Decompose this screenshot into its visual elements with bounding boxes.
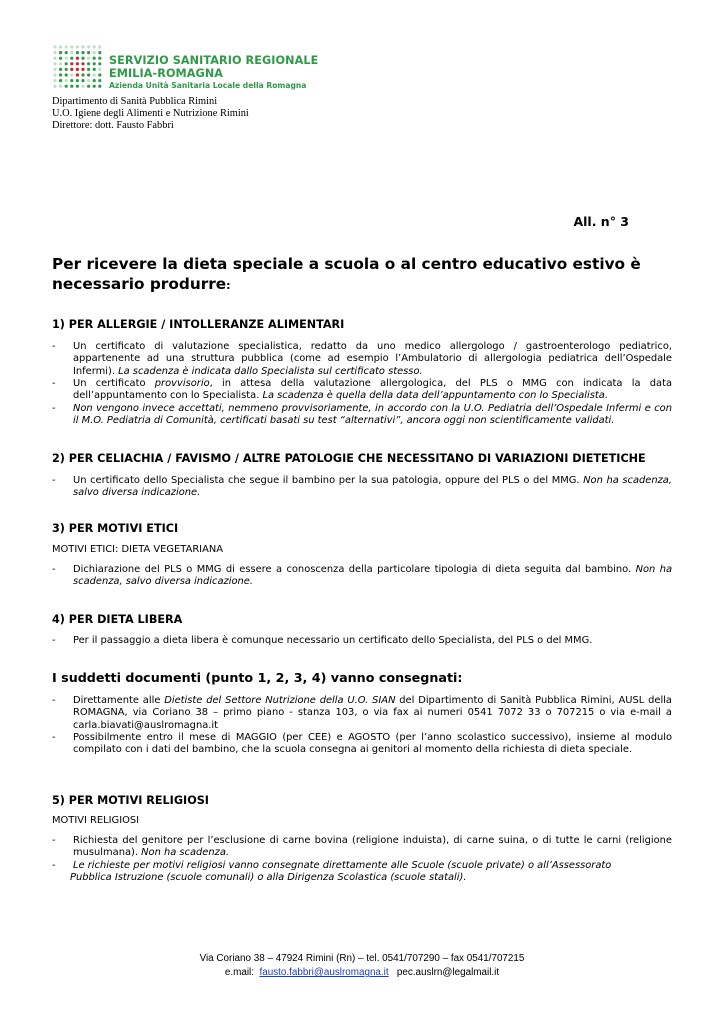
list-item (52, 732, 672, 757)
text-span: Un certificato (73, 378, 155, 389)
ausl-logo (52, 44, 319, 94)
list-item-text (73, 835, 672, 860)
list-item-text: Possibilmente entro il mese di MAGGIO (per CEE) e AGOSTO (per l’anno scolastico successivo), insieme al modulo compilato con i dati del bambino, che la scuola consegna ai genitori al momento della richiesta di dieta speciale. (73, 732, 672, 756)
footer-pec: pec.auslrn@legalmail.it (396, 967, 500, 978)
logo-line-2: EMILIA-ROMAGNA (109, 67, 224, 80)
logo-dot-grid-icon (52, 44, 104, 92)
list-item-text: Non vengono invece accettati, nemmeno provvisoriamente, in accordo con la U.O. Pediatria dell’Ospedale Infermi e con il M.O. Pediatria di Comunità, certificati basati su test “alternativi”, ancora oggi non scientificamente validati. (73, 403, 672, 427)
list-dash: - (52, 564, 56, 575)
section-heading-dieta-libera: 4) PER DIETA LIBERA (52, 613, 183, 626)
list-item (52, 695, 672, 732)
list-dash: - (52, 860, 56, 871)
list-dash: - (52, 475, 56, 486)
list-item (52, 564, 672, 589)
list-item (52, 378, 672, 403)
text-span-italic: La scadenza è indicata dallo Specialista sul certificato stesso. (118, 365, 423, 377)
list-item-text (73, 378, 672, 403)
section-heading-etici: 3) PER MOTIVI ETICI (52, 522, 179, 535)
text-span: del Dipartimento di Sanità Pubblica Rimini, AUSL della ROMAGNA, via Coriano 38 – primo piano - stanza 103, o via fax ai numeri 0541 7072 33 o 707215 o via e-mail a carla.biavati@auslromagna.it (73, 695, 672, 731)
page-title (52, 254, 662, 296)
footer-address: Via Coriano 38 – 47924 Rimini (Rn) – tel. 0541/707290 – fax 0541/707215 (199, 953, 525, 964)
text-span-italic: Dietiste del Settore Nutrizione della U.O. SIAN (164, 695, 396, 706)
list-dash: - (52, 695, 56, 706)
list-item-text (73, 475, 672, 500)
list-item-text: Per il passaggio a dieta libera è comunque necessario un certificato dello Specialista, del PLS o del MMG. (73, 635, 593, 646)
list-item-text (73, 695, 672, 732)
text-span-italic: La scadenza è quella della data dell’appuntamento con lo Specialista. (262, 390, 608, 402)
section-heading-religiosi: 5) PER MOTIVI RELIGIOSI (52, 794, 209, 807)
section-subheading-etici: MOTIVI ETICI: DIETA VEGETARIANA (52, 544, 223, 555)
department-line: Dipartimento di Sanità Pubblica Rimini (52, 96, 218, 107)
list-item (52, 860, 672, 885)
text-line-italic: Le richieste per motivi religiosi vanno consegnate direttamente alle Scuole (scuole private) o all’Assessorato (73, 860, 612, 871)
text-span-italic: provvisorio (154, 378, 210, 389)
page-title-colon: : (226, 279, 231, 292)
list-dash: - (52, 378, 56, 389)
list-item (52, 835, 672, 860)
page-footer (0, 952, 724, 980)
department-line: Direttore: dott. Fausto Fabbri (52, 120, 174, 131)
list-item (52, 341, 672, 378)
footer-email-link[interactable]: fausto.fabbri@auslromagna.it (259, 967, 389, 978)
text-line-italic: Pubblica Istruzione (scuole comunali) o alla Dirigenza Scolastica (scuole statali). (70, 872, 467, 884)
footer-contacts (0, 966, 724, 980)
text-span: Direttamente alle (73, 695, 165, 706)
text-span: , in attesa della valutazione allergologica, del PLS o MMG con indicata la data dell’appuntamento con lo Specialista. (73, 378, 672, 402)
section-subheading-religiosi: MOTIVI RELIGIOSI (52, 815, 140, 826)
list-dash: - (52, 732, 56, 743)
logo-line-3: Azienda Unità Sanitaria Locale della Romagna (109, 81, 307, 90)
text-span: Un certificato dello Specialista che segue il bambino per la sua patologia, oppure del PLS o del MMG. (73, 475, 584, 486)
logo-line-1: SERVIZIO SANITARIO REGIONALE (109, 54, 319, 67)
list-dash: - (52, 341, 56, 352)
text-span-italic: Non ha scadenza, salvo diversa indicazione. (73, 564, 672, 588)
list-dash: - (52, 403, 56, 414)
department-line: U.O. Igiene degli Alimenti e Nutrizione Rimini (52, 108, 249, 119)
text-span-italic: Non ha scadenza, salvo diversa indicazione. (73, 475, 672, 499)
list-dash: - (52, 635, 56, 646)
section-heading-allergie: 1) PER ALLERGIE / INTOLLERANZE ALIMENTARI (52, 318, 345, 331)
page-title-text: Per ricevere la dieta speciale a scuola o al centro educativo estivo è necessario produrre (52, 255, 641, 293)
list-item (52, 475, 672, 500)
text-span: Dichiarazione del PLS o MMG di essere a conoscenza della particolare tipologia di dieta seguita dal bambino. (73, 564, 636, 575)
list-dash: - (52, 835, 56, 846)
department-block (52, 96, 249, 132)
delivery-heading: I suddetti documenti (punto 1, 2, 3, 4) vanno consegnati: (52, 670, 463, 685)
text-span: Un certificato di valutazione specialistica, redatto da uno medico allergologo / gastroenterologo pediatrico, appartenente ad una struttura pubblica (come ad esempio l’Ambulatorio di allergologia pediatrica dell’Ospedale Infermi). (73, 341, 672, 377)
text-span-italic: Non ha scadenza. (141, 847, 230, 859)
footer-email-label: e.mail: (224, 967, 254, 978)
logo-text (109, 54, 318, 91)
list-item-text (70, 860, 672, 885)
list-item (52, 635, 672, 647)
attachment-number: All. n° 3 (573, 214, 629, 229)
section-heading-celiachia: 2) PER CELIACHIA / FAVISMO / ALTRE PATOLOGIE CHE NECESSITANO DI VARIAZIONI DIETETICHE (52, 452, 646, 465)
text-span: Richiesta del genitore per l’esclusione di carne bovina (religione induista), di carne suina, o di tutte le carni (religione musulmana). (73, 835, 672, 859)
list-item-text (73, 341, 672, 378)
list-item (52, 403, 672, 428)
list-item-text (73, 564, 672, 589)
